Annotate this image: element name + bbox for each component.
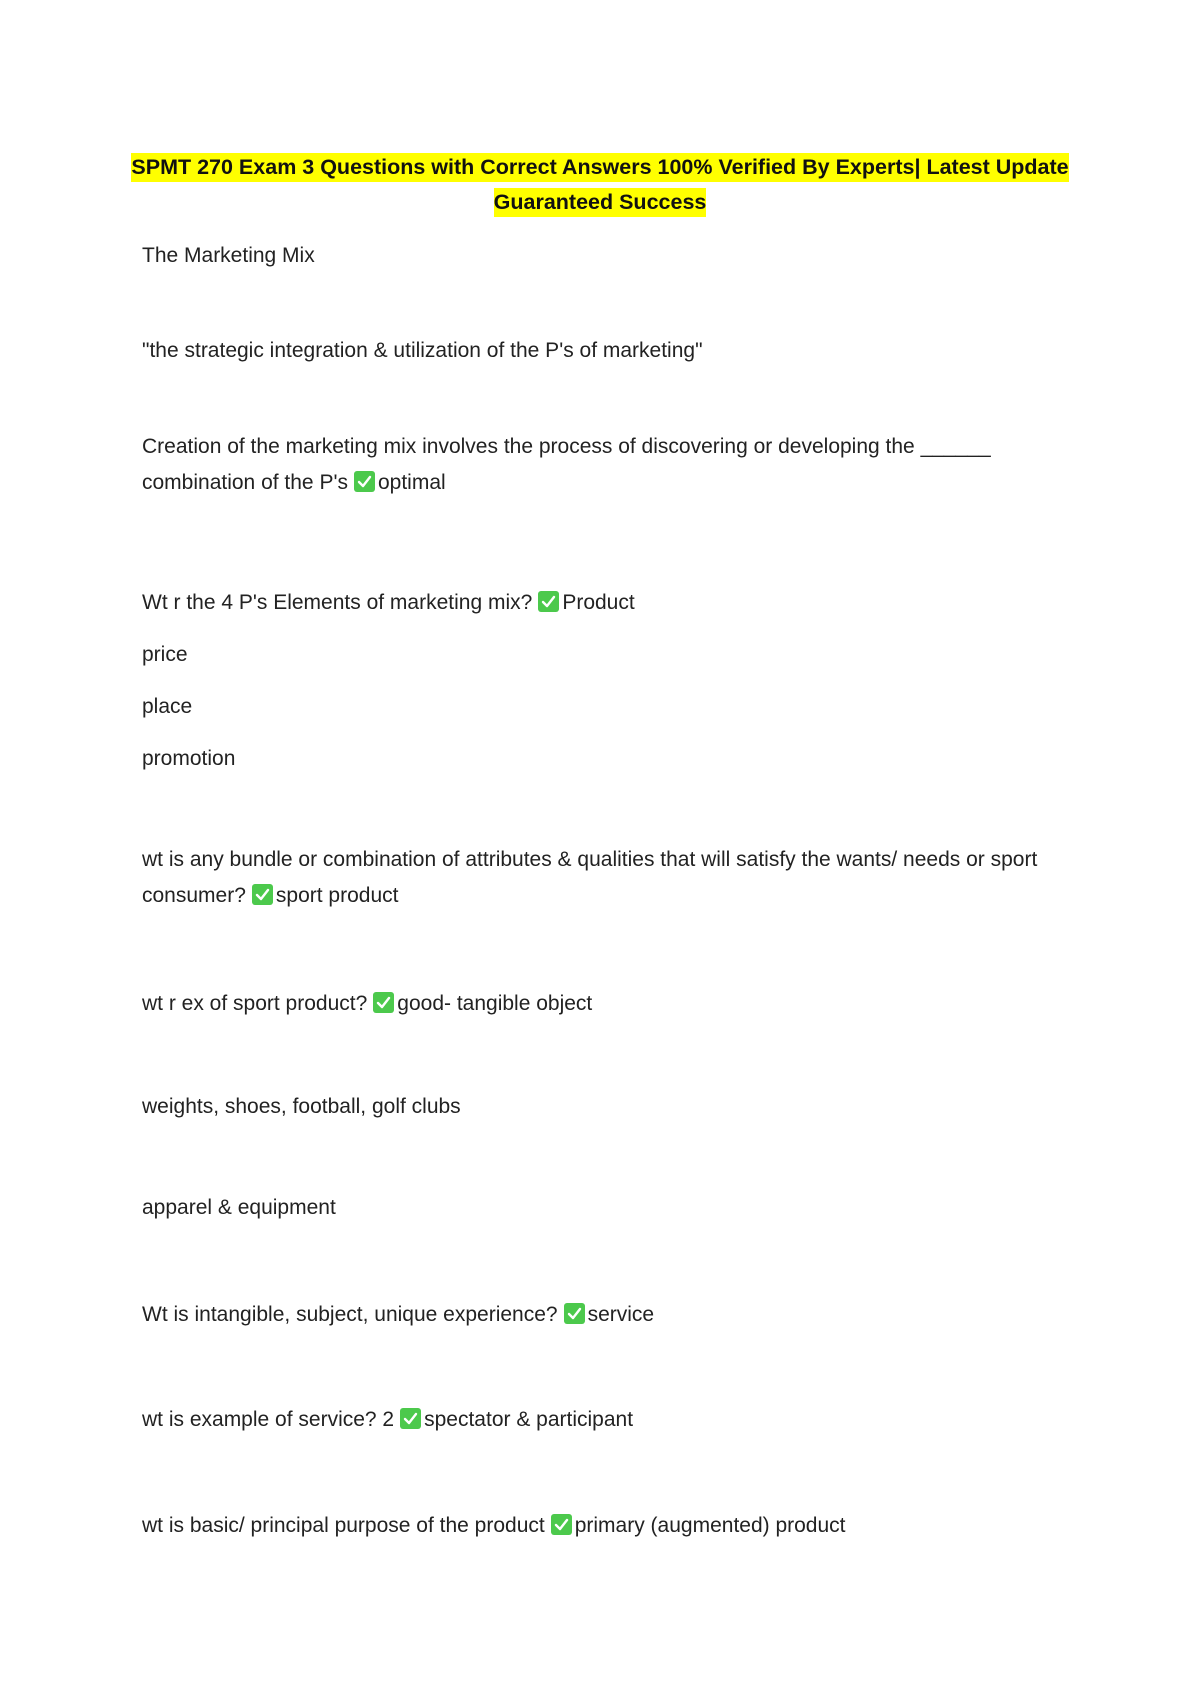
qa-item-four-ps bbox=[142, 585, 1042, 621]
check-icon bbox=[538, 591, 559, 612]
text-examples-goods: weights, shoes, football, golf clubs bbox=[142, 1095, 461, 1118]
question-text: Wt is intangible, subject, unique experience? bbox=[142, 1303, 558, 1326]
qa-item-sport-product-examples bbox=[142, 986, 1042, 1022]
qa-item-sport-product bbox=[142, 842, 1042, 914]
check-icon bbox=[551, 1514, 572, 1535]
question-text: wt is example of service? 2 bbox=[142, 1408, 395, 1431]
answer-text: optimal bbox=[377, 471, 446, 494]
answer-text: good- tangible object bbox=[397, 992, 593, 1015]
list-item-price: price bbox=[142, 643, 188, 666]
definition-text: "the strategic integration & utilization of the P's of marketing" bbox=[142, 339, 703, 362]
qa-item-service-example bbox=[142, 1402, 1042, 1438]
check-icon bbox=[564, 1303, 585, 1324]
document-title bbox=[130, 150, 1070, 220]
check-icon bbox=[354, 471, 375, 492]
title-line-1: SPMT 270 Exam 3 Questions with Correct Answers 100% Verified By Experts| Latest Update bbox=[131, 153, 1068, 182]
answer-text: Product bbox=[562, 591, 635, 614]
answer-text: spectator & participant bbox=[424, 1408, 634, 1431]
qa-item-optimal bbox=[142, 429, 1042, 501]
title-line-2: Guaranteed Success bbox=[494, 188, 707, 217]
text-apparel-equipment: apparel & equipment bbox=[142, 1196, 336, 1219]
question-text: Wt r the 4 P's Elements of marketing mix? bbox=[142, 591, 533, 614]
question-text: wt is any bundle or combination of attributes & qualities that will satisfy the wants/ needs or sport consumer? bbox=[142, 848, 1038, 907]
qa-item-primary-product bbox=[142, 1508, 1042, 1544]
qa-item-service bbox=[142, 1297, 1042, 1333]
check-icon bbox=[252, 884, 273, 905]
list-item-place: place bbox=[142, 695, 193, 718]
answer-text: sport product bbox=[275, 884, 399, 907]
answer-text: primary (augmented) product bbox=[574, 1514, 846, 1537]
answer-text: service bbox=[587, 1303, 655, 1326]
check-icon bbox=[400, 1408, 421, 1429]
list-item-promotion: promotion bbox=[142, 747, 236, 770]
heading-marketing-mix: The Marketing Mix bbox=[142, 244, 315, 267]
question-text: wt is basic/ principal purpose of the product bbox=[142, 1514, 545, 1537]
question-text: Creation of the marketing mix involves the process of discovering or developing the ______ combination of the P's bbox=[142, 435, 991, 494]
question-text: wt r ex of sport product? bbox=[142, 992, 368, 1015]
check-icon bbox=[373, 992, 394, 1013]
